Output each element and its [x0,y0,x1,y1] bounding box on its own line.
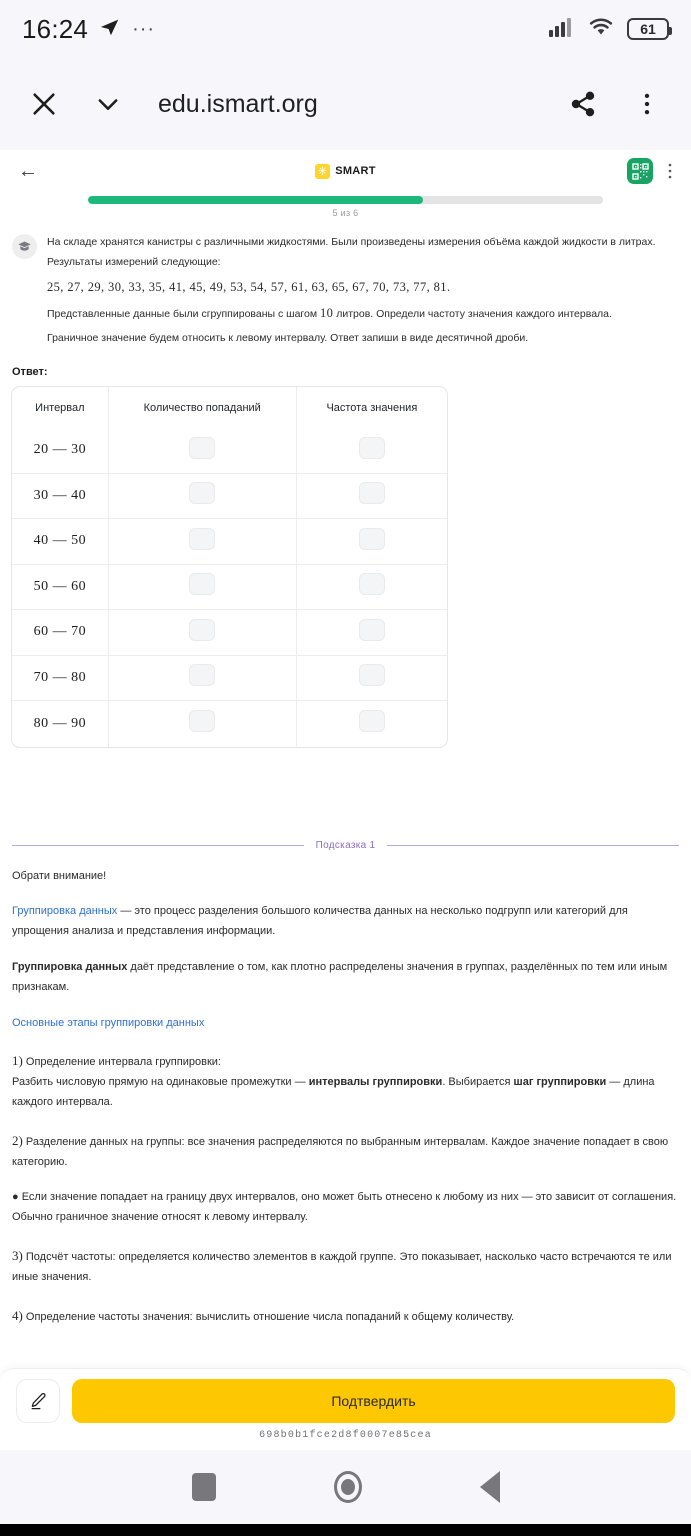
table-row [12,656,447,702]
hint-paragraph-rest: даёт представление о том, как плотно распределены значения в группах, разделённых по тем или иным признакам. [12,961,668,993]
hint-step-3 [12,1244,679,1288]
task-hash: 698b0b1fce2d8f0007e85cea [259,1430,432,1441]
hint-step1-number: 1) [12,1053,23,1069]
count-input[interactable] [189,573,215,595]
signal-icon [549,17,575,42]
answer-label: Ответ: [12,366,48,379]
task-p2-step: 10 [319,306,334,321]
task-p2-pre: Представленные данные были сгруппированы с шагом [47,308,320,321]
count-cell [109,565,297,611]
interval-cell: 80 — 90 [12,701,109,747]
hint-divider [12,840,679,851]
count-input[interactable] [189,664,215,686]
frequency-cell [297,701,447,747]
browser-menu-icon[interactable] [627,84,667,124]
status-bar-left [22,14,155,45]
app-menu-icon[interactable] [663,162,677,181]
frequency-input[interactable] [359,482,385,504]
hint-definition-text: — это процесс разделения большого количества данных на несколько подгрупп или категорий для упрощения анализа и представления информации. [12,905,628,938]
interval-cell: 60 — 70 [12,610,109,656]
frequency-cell [297,428,447,474]
pencil-icon[interactable] [16,1379,60,1423]
task-paragraph-2 [47,301,679,325]
task-paragraph-1: На складе хранятся канистры с различными жидкостями. Были произведены измерения объёма каждой жидкости в литрах. Результаты измерений следующие: [47,236,656,269]
hint-paragraph [12,958,679,998]
frequency-input[interactable] [359,619,385,641]
column-header-count: Количество попаданий [109,387,297,428]
count-cell [109,701,297,747]
hint-step1-e: — длина каждого интервала. [12,1076,655,1109]
frequency-cell [297,565,447,611]
task-paragraph-3: Граничное значение будем относить к левому интервалу. Ответ запиши в виде десятичной дроби. [47,331,529,344]
count-input[interactable] [189,528,215,550]
hint-title: Подсказка 1 [315,839,376,851]
hint-definition [12,902,679,942]
frequency-input[interactable] [359,437,385,459]
interval-cell: 70 — 80 [12,656,109,702]
android-nav-bar [0,1450,691,1524]
hint-term-link[interactable]: Группировка данных [12,905,118,918]
count-cell [109,428,297,474]
more-notifications-icon: ··· [132,18,156,40]
count-cell [109,656,297,702]
hint-step2-number: 2) [12,1132,23,1148]
app-header [0,150,691,192]
task-data-values: 25, 27, 29, 30, 33, 35, 41, 45, 49, 53, 54, 57, 61, 63, 65, 67, 70, 73, 77, 81. [47,279,451,294]
count-input[interactable] [189,710,215,732]
progress-label: 5 из 6 [332,208,359,218]
column-header-interval: Интервал [12,387,109,428]
hint-step-1 [12,1049,679,1112]
triangle-back-icon[interactable] [480,1471,500,1503]
hint-bullet: ● Если значение попадает на границу двух интервалов, оно может быть отнесено к любому из них — это зависит от соглашения. Обычно граничное значение относят к левому интервалу. [12,1191,677,1224]
qr-code-icon[interactable] [627,158,653,184]
close-icon[interactable] [24,84,64,124]
hint-step4-number: 4) [12,1307,23,1323]
browser-toolbar [0,58,691,150]
count-cell [109,519,297,565]
progress-section [0,192,691,218]
status-time: 16:24 [22,13,89,44]
brand-logo [0,150,691,192]
brand-name: SMART [335,165,376,177]
wifi-icon [588,17,614,42]
interval-cell: 50 — 60 [12,565,109,611]
count-input[interactable] [189,437,215,459]
bottom-action-bar [0,1368,691,1450]
confirm-button[interactable]: Подтвердить [72,1379,675,1423]
hint-step-4 [12,1304,679,1328]
answer-table-body [12,428,447,747]
hint-step2-text: Разделение данных на группы: все значения распределяются по выбранным интервалам. Каждое значение попадает в свою категорию. [12,1135,669,1168]
graduation-cap-icon [12,234,37,259]
interval-cell: 40 — 50 [12,519,109,565]
url-label[interactable]: edu.ismart.org [158,89,318,118]
lesson-content [0,222,691,1368]
progress-track [88,196,603,204]
chevron-down-icon[interactable] [88,84,128,124]
hint-paragraph-bold: Группировка данных [12,961,128,974]
battery-level: 61 [640,21,656,37]
interval-cell: 30 — 40 [12,474,109,520]
table-header-row [12,387,447,428]
frequency-input[interactable] [359,528,385,550]
status-bar-right [549,17,669,42]
back-button[interactable]: ← [18,159,38,182]
task-text [47,232,679,350]
frequency-input[interactable] [359,710,385,732]
column-header-frequency: Частота значения [326,401,418,414]
count-cell [109,610,297,656]
hint-line-left [12,845,304,846]
hint-body [0,867,691,1328]
hint-step1-a: Разбить числовую прямую на одинаковые промежутки — [12,1076,309,1089]
telegram-icon [99,16,121,43]
circle-home-icon[interactable] [334,1471,362,1503]
table-row [12,610,447,656]
hint-step3-text: Подсчёт частоты: определяется количество элементов в каждой группе. Это показывает, насколько часто встречаются те или иные значения. [12,1251,672,1283]
task-statement [0,222,691,350]
hint-attention: Обрати внимание! [12,869,107,882]
progress-fill [88,196,423,204]
hint-line-right [387,845,679,846]
hint-step1-title: Определение интервала группировки: [22,1056,221,1069]
count-cell [109,474,297,520]
count-input[interactable] [189,482,215,504]
square-recents-icon[interactable] [192,1473,216,1501]
interval-cell: 20 — 30 [12,428,109,474]
frequency-cell [297,519,447,565]
answer-table [11,386,448,748]
frequency-input[interactable] [359,573,385,595]
hint-step4-text: Определение частоты значения: вычислить отношение числа попаданий к общему количеству. [22,1310,515,1323]
task-p2-post: литров. Определи частоту значения каждого интервала. [333,308,612,321]
hint-step1-d: шаг группировки [513,1076,607,1089]
screen-edge [0,1524,691,1536]
battery-indicator [627,18,669,40]
table-row [12,428,447,474]
android-status-bar [0,0,691,58]
frequency-input[interactable] [359,664,385,686]
frequency-cell [297,474,447,520]
smart-sun-icon [315,164,330,179]
table-row [12,474,447,520]
table-row [12,519,447,565]
table-row [12,701,447,747]
hint-step-2 [12,1129,679,1173]
share-icon[interactable] [563,84,603,124]
hint-step3-number: 3) [12,1248,23,1264]
frequency-cell [297,610,447,656]
hint-stages-heading[interactable]: Основные этапы группировки данных [12,1016,205,1029]
table-row [12,565,447,611]
hint-step1-b: интервалы группировки [308,1076,443,1089]
frequency-cell [297,656,447,702]
app-header-right [627,158,677,184]
hint-step1-c: . Выбирается [442,1076,514,1089]
bottom-action-row [16,1379,675,1423]
count-input[interactable] [189,619,215,641]
